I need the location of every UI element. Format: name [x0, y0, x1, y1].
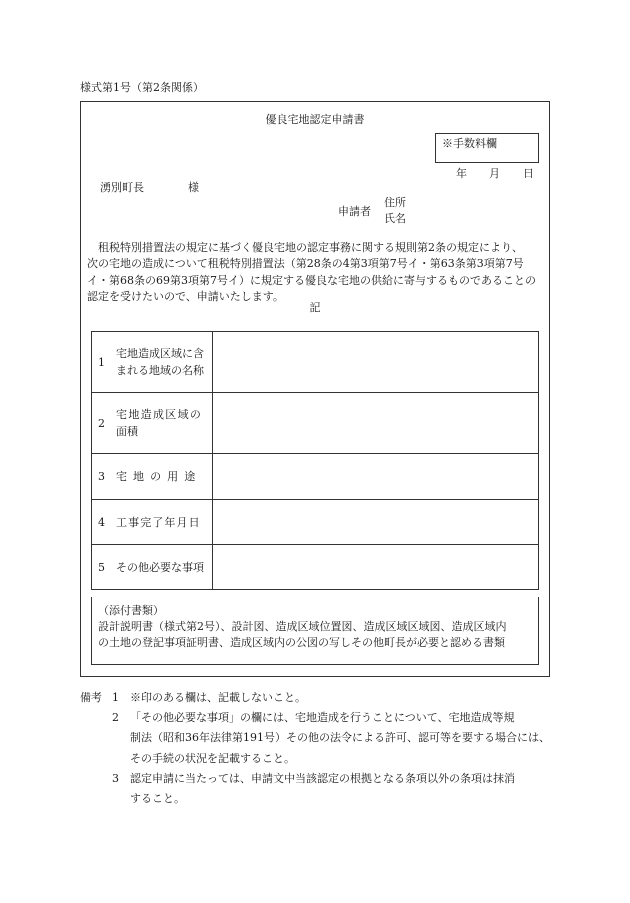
details-table [91, 331, 539, 590]
statement-line: イ・第68条の69第3項第7号イ）に規定する優良な宅地の供給に寄与するものであることの [87, 273, 536, 287]
row-value-land-use[interactable] [213, 454, 538, 499]
application-statement [87, 240, 545, 306]
remark-item [80, 688, 550, 708]
row-label-line: 面積 [116, 425, 138, 438]
row-number: 3 [98, 470, 105, 483]
addressee-mayor: 湧別町長 [100, 181, 144, 194]
applicant-name-label: 氏名 [384, 212, 406, 225]
row-number: 4 [98, 515, 105, 529]
remark-line: すること。 [130, 792, 185, 806]
attachments-line: の土地の登記事項証明書、造成区域内の公図の写しその他町長が必要と認める書類 [98, 636, 505, 649]
row-label-line: その他必要な事項 [116, 560, 204, 574]
row-label-line: まれる地域の名称 [116, 364, 204, 377]
remark-line: 制法（昭和36年法律第191号）その他の法令による許可、認可等を要する場合には、 [130, 731, 550, 745]
row-value-other-matters[interactable] [213, 545, 538, 589]
statement-line: 認定を受けたいので、申請いたします。 [87, 290, 284, 304]
row-label [92, 332, 213, 392]
remark-item [80, 708, 550, 769]
remark-item [80, 769, 550, 809]
attachments-box [91, 597, 539, 665]
row-label-line: 宅地造成区域の [116, 408, 203, 421]
remark-line: その手続の状況を記載すること。 [130, 751, 295, 765]
statement-line: 次の宅地の造成について租税特別措置法（第28条の4第3項第7号イ・第63条第3項第7号 [87, 257, 524, 271]
row-label-line: 宅地の用途 [116, 470, 202, 483]
form-number-label: 様式第1号（第2条関係） [80, 81, 204, 94]
remark-line: 認定申請に当たっては、申請文中当該認定の根拠となる条項以外の条項は抹消 [130, 771, 515, 785]
table-row [92, 545, 538, 589]
row-value-area-size[interactable] [213, 393, 538, 453]
row-label-line: 工事完了年月日 [116, 515, 201, 529]
row-number: 2 [98, 416, 105, 430]
remark-number: 2 [112, 711, 119, 725]
row-label-line: 宅地造成区域に含 [116, 347, 204, 360]
row-value-completion-date[interactable] [213, 500, 538, 544]
remark-number: 3 [112, 771, 119, 785]
attachments-line: 設計説明書（様式第2号）、設計図、造成区域位置図、造成区域区域図、造成区域内 [98, 620, 507, 633]
addressee-honorific: 様 [188, 181, 199, 194]
applicant-address-label: 住所 [384, 196, 406, 209]
date-year-label: 年 [456, 167, 467, 180]
remark-number: 1 [112, 691, 119, 704]
document-title: 優良宅地認定申請書 [265, 113, 365, 126]
table-row [92, 454, 538, 500]
row-value-area-location[interactable] [213, 332, 538, 392]
row-label [92, 545, 213, 589]
applicant-label: 申請者 [338, 205, 371, 218]
table-row [92, 393, 538, 454]
row-label [92, 393, 213, 453]
remarks-section [80, 688, 550, 809]
row-number: 5 [98, 560, 105, 574]
row-label [92, 454, 213, 499]
fee-label: ※手数料欄 [442, 137, 497, 150]
date-month-label: 月 [489, 167, 500, 180]
table-row [92, 332, 538, 393]
remark-line: 「その他必要な事項」の欄には、宅地造成を行うことについて、宅地造成等規 [130, 711, 515, 725]
remark-line: ※印のある欄は、記載しないこと。 [130, 691, 306, 704]
ki-heading: 記 [309, 301, 321, 314]
table-row [92, 500, 538, 545]
attachments-heading: （添付書類） [98, 604, 164, 617]
statement-line: 租税特別措置法の規定に基づく優良宅地の認定事務に関する規則第2条の規定により、 [87, 241, 523, 254]
date-day-label: 日 [523, 167, 534, 180]
row-label [92, 500, 213, 544]
row-number: 1 [98, 355, 105, 369]
remarks-heading: 備考 [80, 691, 102, 704]
